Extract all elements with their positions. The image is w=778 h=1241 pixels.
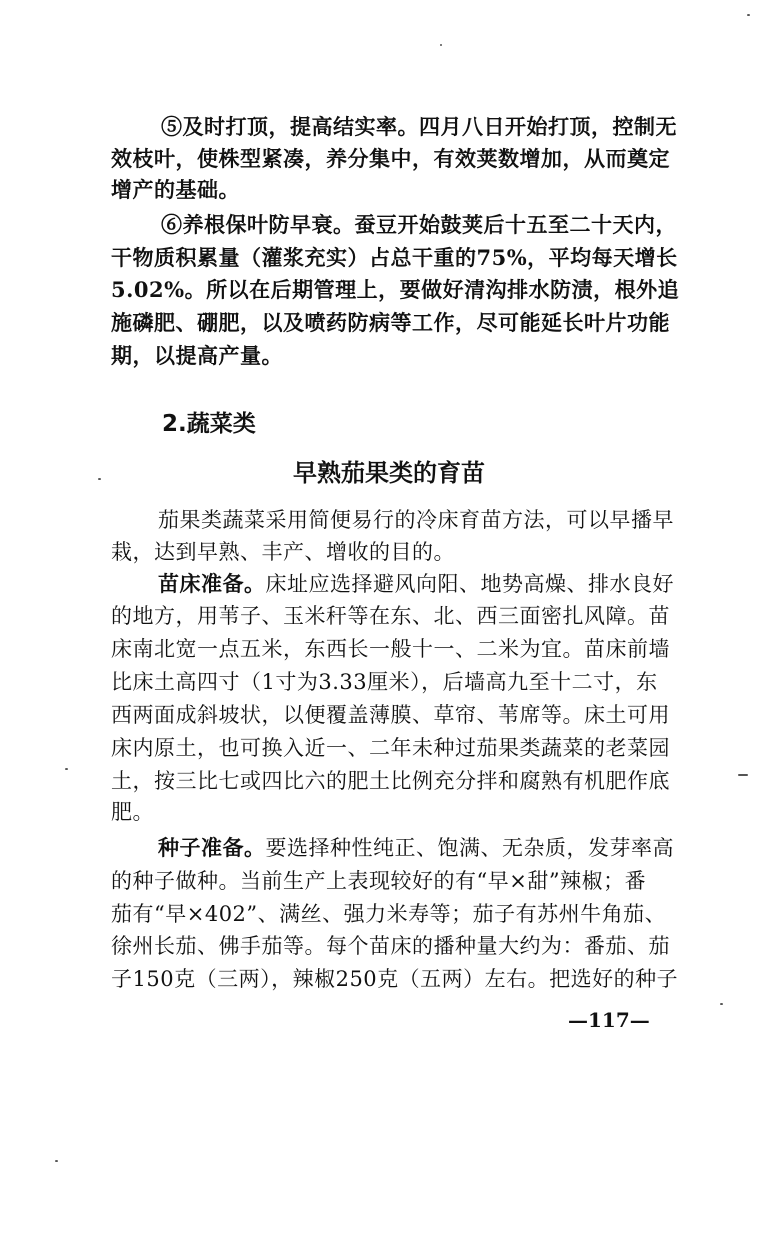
para-6-line-4: 施磷肥、硼肥，以及喷药防病等工作，尽可能延长叶片功能 (111, 310, 670, 335)
scan-speck (738, 774, 748, 776)
seedbed-line-6: 床内原土，也可换入近一、二年未种过茄果类蔬菜的老菜园 (111, 736, 670, 760)
scan-speck (98, 478, 101, 480)
section-heading: 2.蔬菜类 (162, 411, 256, 437)
scan-speck (55, 1160, 58, 1162)
para-6-line-1: ⑥养根保叶防早衰。蚕豆开始鼓荚后十五至二十天内， (161, 212, 677, 237)
para-5-line-2: 效枝叶，使株型紧凑，养分集中，有效荚数增加，从而奠定 (111, 146, 670, 171)
seedbed-first-text: 床址应选择避风向阳、地势高燥、排水良好 (265, 572, 674, 596)
seeds-lead: 种子准备。 (158, 835, 266, 860)
article-title: 早熟茄果类的育苗 (293, 459, 485, 487)
seedbed-line-4: 比床土高四寸（1寸为3.33厘米），后墙高九至十二寸，东 (111, 670, 658, 694)
seedbed-line-8: 肥。 (111, 800, 154, 824)
para-6-line-3: 5.02%。所以在后期管理上，要做好清沟排水防渍，根外追 (111, 277, 680, 302)
intro-line-1: 茄果类蔬菜采用简便易行的冷床育苗方法，可以早播早 (158, 508, 674, 532)
seeds-line-3: 茄有“早×402”、满丝、强力米寿等；茄子有苏州牛角茄、 (111, 902, 667, 926)
para-6-line-5: 期，以提高产量。 (111, 343, 283, 368)
scan-speck (747, 14, 750, 16)
para-5-line-1: ⑤及时打顶，提高结实率。四月八日开始打顶，控制无 (161, 114, 677, 139)
seeds-line-4: 徐州长茄、佛手茄等。每个苗床的播种量大约为：番茄、茄 (111, 934, 670, 958)
seeds-first-text: 要选择种性纯正、饱满、无杂质，发芽率高 (265, 836, 674, 860)
scan-speck (440, 44, 442, 46)
seedbed-line-1 (158, 569, 674, 599)
seedbed-line-5: 西两面成斜坡状，以便覆盖薄膜、草帘、苇席等。床土可用 (111, 703, 670, 727)
seeds-line-5: 子150克（三两），辣椒250克（五两）左右。把选好的种子 (111, 967, 679, 991)
scan-speck (65, 768, 68, 770)
para-6-line-2: 干物质积累量（灌浆充实）占总干重的75%，平均每天增长 (111, 245, 678, 270)
page-number: —117— (568, 1008, 650, 1032)
scan-speck (720, 1003, 723, 1005)
seeds-line-1 (158, 833, 674, 863)
seedbed-lead: 苗床准备。 (158, 571, 266, 596)
seedbed-line-7: 土，按三比七或四比六的肥土比例充分拌和腐熟有机肥作底 (111, 769, 670, 793)
para-5-line-3: 增产的基础。 (111, 177, 240, 202)
seeds-line-2: 的种子做种。当前生产上表现较好的有“早×甜”辣椒；番 (111, 869, 647, 893)
seedbed-line-3: 床南北宽一点五米，东西长一般十一、二米为宜。苗床前墙 (111, 637, 670, 661)
seedbed-line-2: 的地方，用苇子、玉米秆等在东、北、西三面密扎风障。苗 (111, 604, 670, 628)
intro-line-2: 栽，达到早熟、丰产、增收的目的。 (111, 540, 455, 564)
